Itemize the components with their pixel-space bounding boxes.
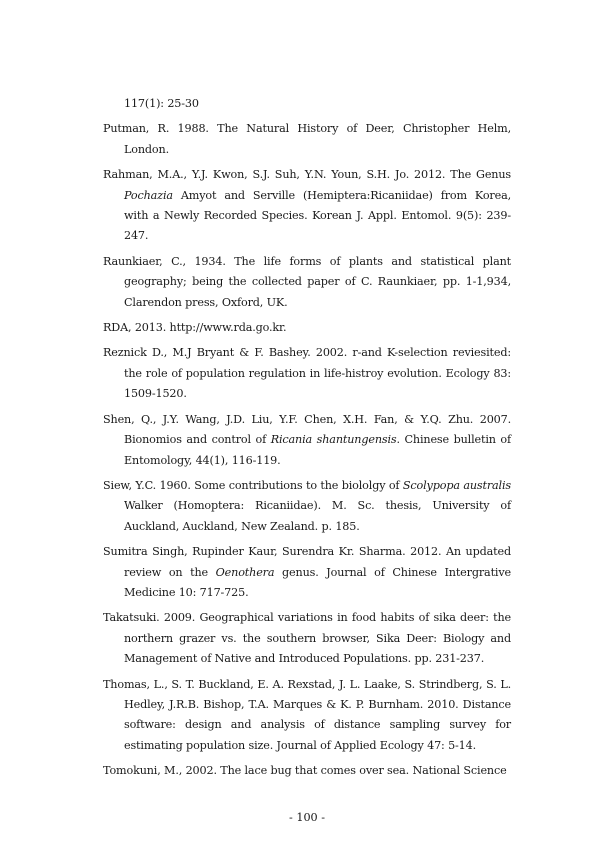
reference-text: Sumitra Singh, Rupinder Kaur, Surendra Kr. Sharma. 2012. An updated review on the [103,545,511,579]
reference-entry [103,119,511,160]
reference-text: Amyot and Serville (Hemiptera:Ricaniidae) from Korea, with a Newly Recorded Species. Korean J. Appl. Entomol. 9(5): 239-247. [124,188,511,243]
italic-species-name: Scolypopa australis [402,478,511,492]
reference-text: RDA, 2013. http://www.rda.go.kr. [103,321,287,335]
reference-text: Rahman, M.A., Y.J. Kwon, S.J. Suh, Y.N. Youn, S.H. Jo. 2012. The Genus [103,168,511,182]
reference-entry [103,608,511,669]
reference-text: Siew, Y.C. 1960. Some contributions to the biololgy of [103,478,403,492]
reference-text: 117(1): 25-30 [124,97,199,110]
italic-species-name: Oenothera [215,565,275,579]
reference-text: Thomas, L., S. T. Buckland, E. A. Rexstad, J. L. Laake, S. Strindberg, S. L. Hedley, J.R.B. Bishop, T.A. Marques & K. P. Burnham. 2010. Distance software: design and analysis of distance sampling survey for estimating population size. Journal of Applied Ecology 47: 5-14. [103,677,511,752]
page-number: - 100 - [288,810,326,824]
reference-text: Takatsuki. 2009. Geographical variations in food habits of sika deer: the northern grazer vs. the southern browser, Sika Deer: Biology and Management of Native and Introduced Populations. pp. 231-237. [103,611,511,666]
reference-entry [103,675,511,757]
reference-entry [103,165,511,247]
reference-text: . Chinese bulletin of Entomology, 44(1), 116-119. [124,433,511,467]
reference-text: Raunkiaer, C., 1934. The life forms of plants and statistical plant geography; being the collected paper of C. Raunkiaer, pp. 1-1,934, Clarendon press, Oxford, UK. [103,254,511,309]
reference-list [103,94,511,782]
reference-text: genus. Journal of Chinese Intergrative Medicine 10: 717-725. [124,565,511,599]
italic-species-name: Ricania shantungensis [270,433,397,447]
reference-text: Putman, R. 1988. The Natural History of Deer, Christopher Helm, London. [103,122,511,156]
reference-entry [103,761,511,781]
reference-text: Reznick D., M.J Bryant & F. Bashey. 2002. r-and K-selection reviesited: the role of population regulation in life-histroy evolution. Ecology 83: 1509-1520. [103,346,511,401]
reference-continuation [103,94,511,114]
reference-entry [103,318,511,338]
italic-species-name: Pochazia [124,188,173,202]
reference-entry [103,476,511,537]
reference-text: Tomokuni, M., 2002. The lace bug that comes over sea. National Science [103,764,507,778]
reference-text: Walker (Homoptera: Ricaniidae). M. Sc. thesis, University of Auckland, Auckland, New Zealand. p. 185. [124,499,511,533]
reference-entry [103,252,511,313]
reference-entry [103,542,511,603]
reference-text: Shen, Q., J.Y. Wang, J.D. Liu, Y.F. Chen, X.H. Fan, & Y.Q. Zhu. 2007. Bionomios and control of [103,412,511,447]
reference-entry [103,410,511,471]
reference-entry [103,343,511,404]
